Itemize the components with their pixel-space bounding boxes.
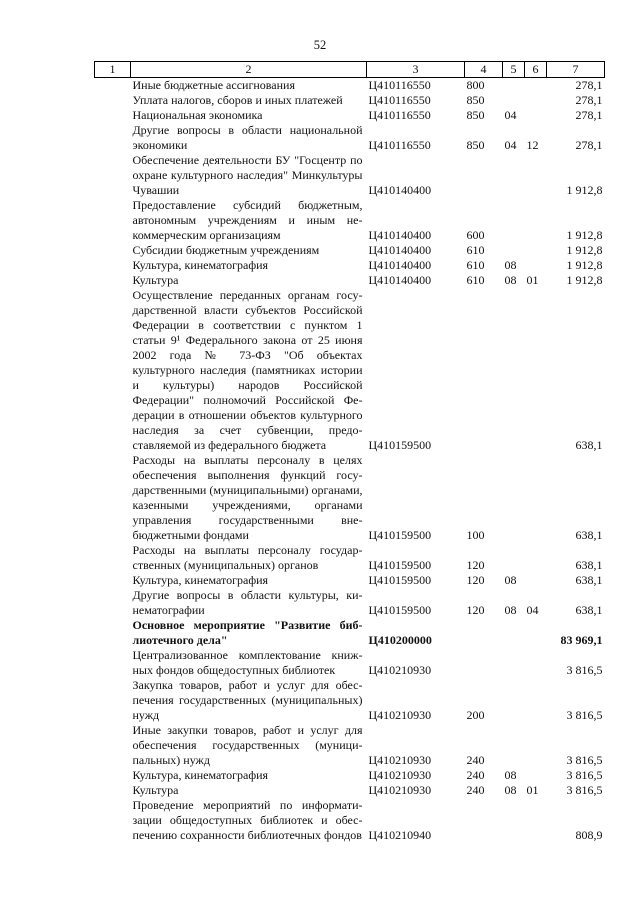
cell-amount: 278,1: [575, 78, 603, 92]
col-header-1: 1: [95, 62, 131, 78]
cell-subsection: [525, 288, 547, 453]
cell-name: Национальная экономика: [132, 108, 263, 122]
cell-subsection: [525, 768, 547, 783]
cell-amount: 278,1: [575, 138, 603, 152]
cell-subsection: 01: [526, 273, 539, 287]
cell-target-code: Ц410140400: [368, 258, 432, 272]
cell-empty: [95, 123, 131, 153]
cell-expense-type: 240: [466, 783, 485, 797]
cell-target-code: Ц410210930: [368, 768, 432, 782]
table-row: [95, 93, 605, 108]
cell-subsection: [525, 153, 547, 198]
cell-target-code: Ц410159500: [368, 558, 432, 572]
cell-empty: [95, 453, 131, 543]
cell-expense-type: 240: [466, 768, 485, 782]
cell-section: 08: [504, 273, 517, 287]
cell-amount: 1 912,8: [566, 273, 603, 287]
cell-amount: 3 816,5: [566, 783, 603, 797]
cell-empty: [95, 288, 131, 453]
cell-subsection: [525, 108, 547, 123]
cell-amount: 638,1: [575, 558, 603, 572]
cell-amount: 3 816,5: [566, 663, 603, 677]
table-row: [95, 153, 605, 198]
cell-target-code: Ц410200000: [368, 633, 432, 647]
cell-section: 08: [504, 783, 517, 797]
cell-target-code: Ц410140400: [368, 243, 432, 257]
cell-subsection: [525, 78, 547, 94]
table-row: [95, 123, 605, 153]
cell-subsection: [525, 93, 547, 108]
cell-name: Иные бюджетные ассигнования: [132, 78, 295, 92]
cell-amount: 808,9: [575, 828, 603, 842]
cell-subsection: 01: [526, 783, 539, 797]
col-header-3: 3: [367, 62, 465, 78]
table-row: [95, 258, 605, 273]
table-row: [95, 648, 605, 678]
table-row: [95, 768, 605, 783]
cell-name: Уплата налогов, сборов и иных платежей: [132, 93, 343, 107]
cell-empty: [95, 798, 131, 843]
cell-amount: 1 912,8: [566, 183, 603, 197]
table-row: [95, 78, 605, 94]
cell-section: [503, 153, 525, 198]
cell-expense-type: 610: [466, 258, 485, 272]
cell-section: 04: [504, 108, 517, 122]
cell-subsection: [525, 723, 547, 768]
col-header-2: 2: [131, 62, 367, 78]
cell-amount: 638,1: [575, 438, 603, 452]
cell-subsection: 12: [526, 138, 539, 152]
cell-section: 08: [504, 603, 517, 617]
cell-name: Субсидии бюджетным учреждениям: [132, 243, 320, 257]
cell-empty: [95, 678, 131, 723]
page-number: 52: [313, 38, 327, 52]
cell-section: [503, 288, 525, 453]
cell-section: 08: [504, 258, 517, 272]
table-row: [95, 108, 605, 123]
cell-empty: [95, 93, 131, 108]
cell-amount: 278,1: [575, 108, 603, 122]
cell-target-code: Ц410140400: [368, 228, 432, 242]
table-row: [95, 273, 605, 288]
cell-section: [503, 198, 525, 243]
table-row: [95, 723, 605, 768]
cell-amount: 1 912,8: [566, 228, 603, 242]
table-row: [95, 543, 605, 573]
cell-expense-type: [465, 153, 503, 198]
cell-name: Иные закупки товаров, работ и услуг для обеспечения государственных (муниципальных) нужд: [132, 723, 363, 767]
table-row: [95, 588, 605, 618]
header-row: [95, 62, 605, 78]
cell-amount: 638,1: [575, 603, 603, 617]
table-row: [95, 288, 605, 453]
cell-name: Основное мероприятие "Развитие библиотечного дела": [132, 618, 363, 647]
cell-subsection: [525, 678, 547, 723]
cell-empty: [95, 618, 131, 648]
cell-empty: [95, 648, 131, 678]
cell-empty: [95, 108, 131, 123]
cell-target-code: Ц410159500: [368, 603, 432, 617]
cell-empty: [95, 768, 131, 783]
cell-expense-type: 120: [466, 558, 485, 572]
cell-expense-type: 120: [466, 603, 485, 617]
cell-empty: [95, 258, 131, 273]
cell-empty: [95, 153, 131, 198]
table-row: [95, 243, 605, 258]
cell-section: [503, 723, 525, 768]
table-row: [95, 678, 605, 723]
cell-name: Осуществление переданных органам государственной власти субъектов Российской Федерации в соответствии с пунктом 1 статьи 9¹ Федерального закона от 25 июня 2002 года № 73-ФЗ "Об объектах культурного наследия (памятниках истории и культуры) народов Российской Федерации" полномочий Российской Федерации в отношении объектов культурного наследия за счет субвенции, предоставляемой из федерального бюджета: [132, 288, 363, 452]
cell-amount: 1 912,8: [566, 258, 603, 272]
cell-expense-type: [465, 798, 503, 843]
cell-amount: 638,1: [575, 528, 603, 542]
table-row: [95, 783, 605, 798]
table-row: [95, 798, 605, 843]
cell-expense-type: 100: [466, 528, 485, 542]
cell-name: Культура: [132, 783, 179, 797]
cell-name: Закупка товаров, работ и услуг для обеспечения государственных (муниципальных) нужд: [132, 678, 363, 722]
cell-empty: [95, 198, 131, 243]
cell-empty: [95, 573, 131, 588]
cell-expense-type: 850: [466, 108, 485, 122]
cell-subsection: [525, 258, 547, 273]
cell-subsection: [525, 798, 547, 843]
cell-name: Культура: [132, 273, 179, 287]
cell-expense-type: [465, 648, 503, 678]
cell-subsection: [525, 543, 547, 573]
cell-expense-type: 120: [466, 573, 485, 587]
cell-expense-type: 610: [466, 273, 485, 287]
col-header-5: 5: [503, 62, 525, 78]
cell-name: Централизованное комплектование книжных фондов общедоступных библиотек: [132, 648, 363, 677]
col-header-7: 7: [547, 62, 605, 78]
cell-amount: 3 816,5: [566, 753, 603, 767]
cell-name: Расходы на выплаты персоналу в целях обеспечения выполнения функций государственными (муниципальными) органами, казенными учреждениями, органами управления государственными внебюджетными фондами: [132, 453, 363, 542]
cell-section: [503, 798, 525, 843]
cell-section: [503, 648, 525, 678]
col-header-6: 6: [525, 62, 547, 78]
cell-section: [503, 243, 525, 258]
cell-empty: [95, 243, 131, 258]
cell-target-code: Ц410159500: [368, 438, 432, 452]
cell-target-code: Ц410140400: [368, 273, 432, 287]
cell-section: [503, 453, 525, 543]
cell-expense-type: 240: [466, 753, 485, 767]
cell-subsection: [525, 198, 547, 243]
cell-target-code: Ц410210940: [368, 828, 432, 842]
cell-name: Культура, кинематография: [132, 573, 269, 587]
cell-amount: 1 912,8: [566, 243, 603, 257]
cell-section: [503, 618, 525, 648]
cell-target-code: Ц410116550: [368, 93, 431, 107]
cell-subsection: [525, 648, 547, 678]
cell-section: [503, 93, 525, 108]
cell-target-code: Ц410210930: [368, 708, 432, 722]
cell-name: Расходы на выплаты персоналу государственных (муниципальных) органов: [132, 543, 363, 572]
cell-empty: [95, 723, 131, 768]
cell-name: Культура, кинематография: [132, 258, 269, 272]
cell-expense-type: [465, 288, 503, 453]
cell-expense-type: 850: [466, 93, 485, 107]
cell-name: Другие вопросы в области культуры, кинематографии: [132, 588, 363, 617]
cell-empty: [95, 78, 131, 94]
cell-section: 04: [504, 138, 517, 152]
cell-subsection: [525, 573, 547, 588]
cell-target-code: Ц410116550: [368, 108, 431, 122]
cell-name: Культура, кинематография: [132, 768, 269, 782]
cell-subsection: [525, 618, 547, 648]
table-body: [95, 78, 605, 844]
cell-name: Другие вопросы в области национальной экономики: [132, 123, 363, 152]
cell-empty: [95, 588, 131, 618]
cell-section: 08: [504, 768, 517, 782]
cell-empty: [95, 543, 131, 573]
cell-expense-type: 800: [466, 78, 485, 92]
cell-section: [503, 78, 525, 94]
cell-empty: [95, 783, 131, 798]
table-row: [95, 618, 605, 648]
cell-subsection: 04: [526, 603, 539, 617]
table-row: [95, 573, 605, 588]
cell-amount: 3 816,5: [566, 708, 603, 722]
cell-target-code: Ц410210930: [368, 783, 432, 797]
budget-table: [94, 61, 605, 843]
cell-expense-type: 610: [466, 243, 485, 257]
cell-target-code: Ц410210930: [368, 663, 432, 677]
cell-amount: 83 969,1: [560, 633, 603, 647]
cell-expense-type: 850: [466, 138, 485, 152]
cell-target-code: Ц410116550: [368, 78, 431, 92]
cell-expense-type: [465, 618, 503, 648]
cell-target-code: Ц410210930: [368, 753, 432, 767]
cell-expense-type: 600: [466, 228, 485, 242]
cell-subsection: [525, 243, 547, 258]
cell-empty: [95, 273, 131, 288]
cell-target-code: Ц410159500: [368, 573, 432, 587]
cell-target-code: Ц410159500: [368, 528, 432, 542]
cell-subsection: [525, 453, 547, 543]
cell-section: [503, 678, 525, 723]
cell-name: Проведение мероприятий по информатизации общедоступных библиотек и обеспечению сохранности библиотечных фондов: [132, 798, 363, 842]
cell-section: 08: [504, 573, 517, 587]
cell-target-code: Ц410140400: [368, 183, 432, 197]
table-row: [95, 198, 605, 243]
cell-amount: 3 816,5: [566, 768, 603, 782]
col-header-4: 4: [465, 62, 503, 78]
cell-name: Обеспечение деятельности БУ "Госцентр по охране культурного наследия" Минкультуры Чувашии: [132, 153, 363, 197]
cell-amount: 638,1: [575, 573, 603, 587]
cell-name: Предоставление субсидий бюджетным, автономным учреждениям и иным некоммерческим организациям: [132, 198, 363, 242]
table-row: [95, 453, 605, 543]
cell-section: [503, 543, 525, 573]
cell-amount: 278,1: [575, 93, 603, 107]
cell-target-code: Ц410116550: [368, 138, 431, 152]
cell-expense-type: 200: [466, 708, 485, 722]
